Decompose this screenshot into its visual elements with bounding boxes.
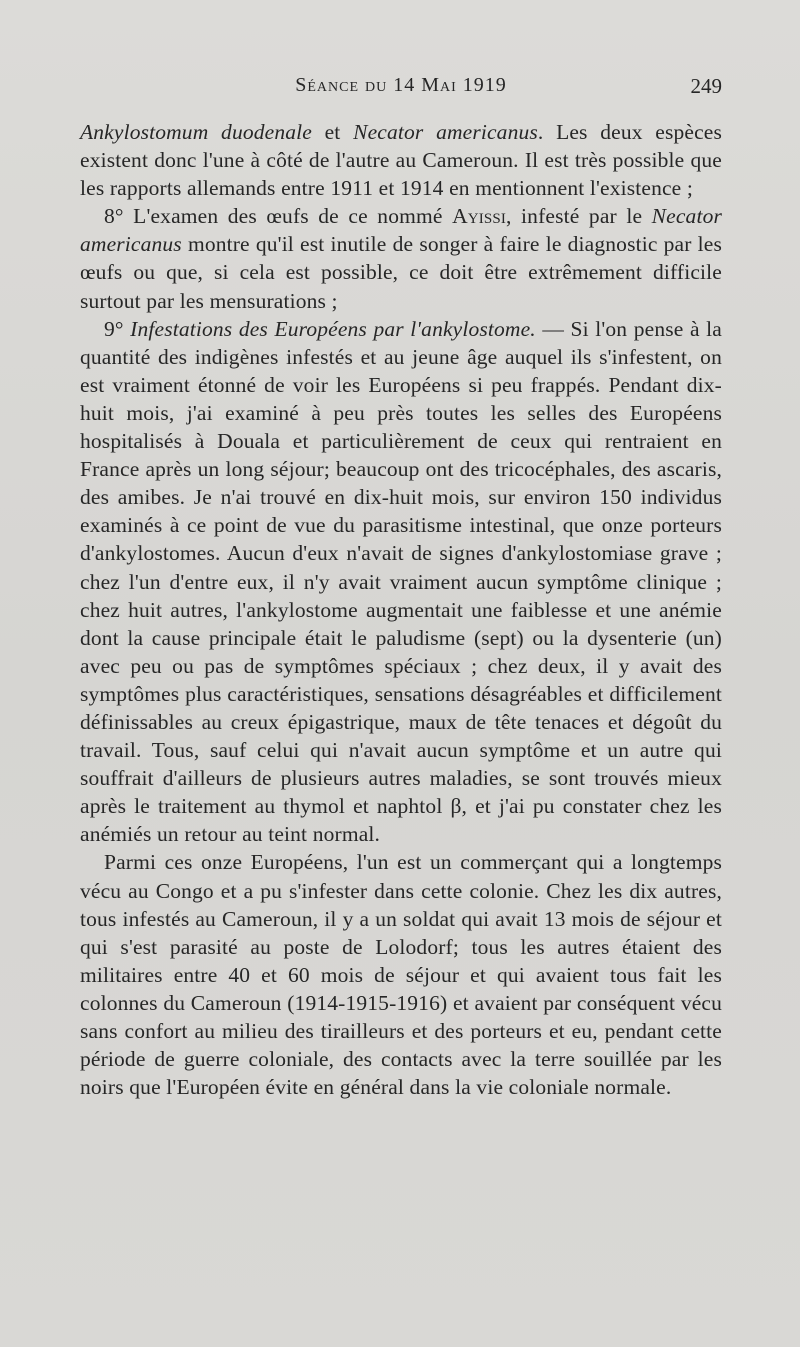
person-name: Ayissi — [452, 204, 506, 229]
paragraph-text: Parmi ces onze Européens, l'un est un commerçant qui a longtemps vécu au Congo et a pu s'infester dans cette colonie. Chez les dix autres, tous infestés au Cameroun, il y a un soldat qui avait 13 mois de séjour et qui s'est parasité au poste de Lolodorf; tous les autres étaient des militaires entre 40 et 60 mois de séjour et qui avaient tous fait les colonnes du Cameroun (1914-1915-1916) et avaient par conséquent vécu sans confort au milieu des tirailleurs et des porteurs et eu, pendant cette période de guerre coloniale, des contacts avec la terre souillée par les noirs que l'Européen évite en général dans la vie coloniale normale. — [80, 850, 722, 1100]
paragraph-3 — [80, 315, 722, 849]
paragraph-text: , infesté par le — [506, 204, 652, 229]
paragraph-text: et — [311, 120, 354, 144]
page-number: 249 — [690, 74, 722, 98]
section-heading: Infestations des Européens par l'ankylostome. — [130, 316, 536, 341]
species-name: Necator americanus — [353, 120, 538, 144]
paragraph-4 — [80, 848, 722, 1101]
species-name: Necator americanus — [80, 204, 722, 257]
paragraph-text: montre qu'il est inutile de songer à faire le diagnostic par les œufs ou que, si cela est possible, ce doit être extrêmement difficile surtout par les mensurations ; — [80, 232, 722, 313]
running-title: Séance du 14 Mai 1919 — [295, 74, 507, 96]
paragraph-1 — [80, 118, 722, 202]
paragraph-2 — [80, 202, 722, 314]
running-header — [80, 74, 722, 104]
paragraph-text: 8° L'examen des œufs de ce nommé — [104, 204, 453, 229]
body-text — [80, 118, 722, 1101]
paragraph-text: — Si l'on pense à la quantité des indigènes infestés et au jeune âge auquel ils s'infestent, on est vraiment étonné de voir les Européens si peu frappés. Pendant dix-huit mois, j'ai examiné à peu près toutes les selles des Européens hospitalisés à Douala et particulièrement de ceux qui rentraient en France après un long séjour; beaucoup ont des tricocéphales, des ascaris, des amibes. Je n'ai trouvé en dix-huit mois, sur environ 150 individus examinés à ce point de vue du parasitisme intestinal, que onze porteurs d'ankylostomes. Aucun d'eux n'avait de signes d'ankylostomiase grave ; chez l'un d'entre eux, il n'y avait vraiment aucun symptôme clinique ; chez huit autres, l'ankylostome augmentait une faiblesse et une anémie dont la cause principale était le paludisme (sept) ou la dysenterie (un) avec peu ou pas de symptômes spéciaux ; chez deux, il y avait des symptômes plus caractéristiques, sensations désagréables et difficilement définissables au creux épigastrique, maux de tête tenaces et dégoût du travail. Tous, sauf celui qui n'avait aucun symptôme et un autre qui souffrait d'ailleurs de plusieurs autres maladies, se sont trouvés mieux après le traitement au thymol et naphtol β, et j'ai pu constater chez les anémiés un retour au teint normal. — [80, 316, 722, 847]
paragraph-text: 9° — [104, 316, 131, 341]
species-name: Ankylostomum duodenale — [80, 120, 312, 144]
paragraph-text: . Les deux espèces existent donc l'une à côté de l'autre au Cameroun. Il est très possible que les rapports allemands entre 1911 et 1914 en mentionnent l'existence ; — [80, 120, 722, 201]
